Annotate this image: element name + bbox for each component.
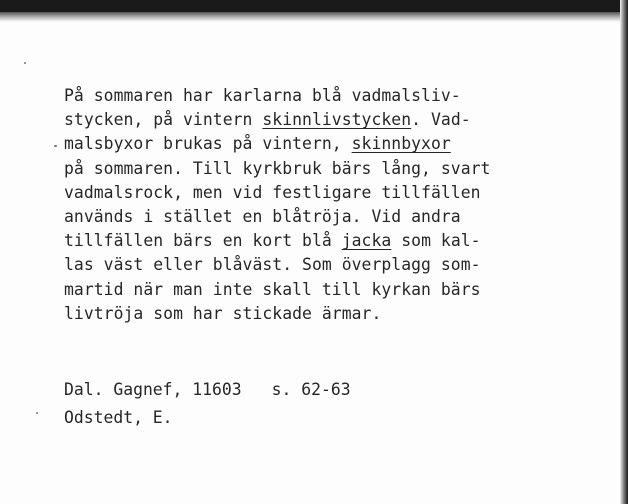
card-text-line [64,229,584,253]
paper-speck [36,412,38,414]
reference-author: Odstedt, E. [64,408,173,427]
card-text-line [64,302,584,326]
text-segment: På sommaren har karlarna blå vadmalsliv- [64,86,461,105]
text-segment: används i stället en blåtröja. Vid andra [64,206,461,226]
reference-source-line [64,376,584,404]
text-segment: tillfällen bärs en kort blå [64,231,342,251]
text-segment: som kal- [391,231,481,251]
text-segment: livtröja som har stickade ärmar. [64,303,382,323]
scan-border-top-shadow [0,12,628,22]
underlined-term: jacka [341,231,392,251]
underlined-term: skinnlivstycken [262,110,412,130]
card-text-line [64,84,584,108]
text-segment: på sommaren. Till kyrkbruk bärs lång, svart [64,158,491,178]
underlined-term: skinnbyxor [351,134,451,154]
text-segment: . Vad- [411,110,471,130]
card-text-line [64,253,584,277]
reference-location: Dal. Gagnef, 11603 [64,380,242,399]
scan-border-right [620,0,628,504]
card-text-line [64,108,584,132]
paper-speck [54,145,57,147]
card-reference [64,376,584,432]
text-segment: malsbyxor brukas på vintern, [64,134,352,154]
card-text-line [64,132,584,156]
text-segment: vadmalsrock, men vid festligare tillfällen [64,182,481,202]
text-segment: stycken, på vintern [64,110,263,130]
reference-pages: s. 62-63 [271,380,351,399]
card-text-line [64,157,584,181]
card-text-line [64,205,584,229]
card-body-text [64,84,584,326]
scan-border-top [0,0,628,12]
text-segment: las väst eller blåväst. Som överplagg som- [64,255,481,275]
text-segment: martid när man inte skall till kyrkan bärs [64,279,481,299]
paper-speck [24,62,26,64]
card-text-line [64,278,584,302]
card-text-line [64,181,584,205]
